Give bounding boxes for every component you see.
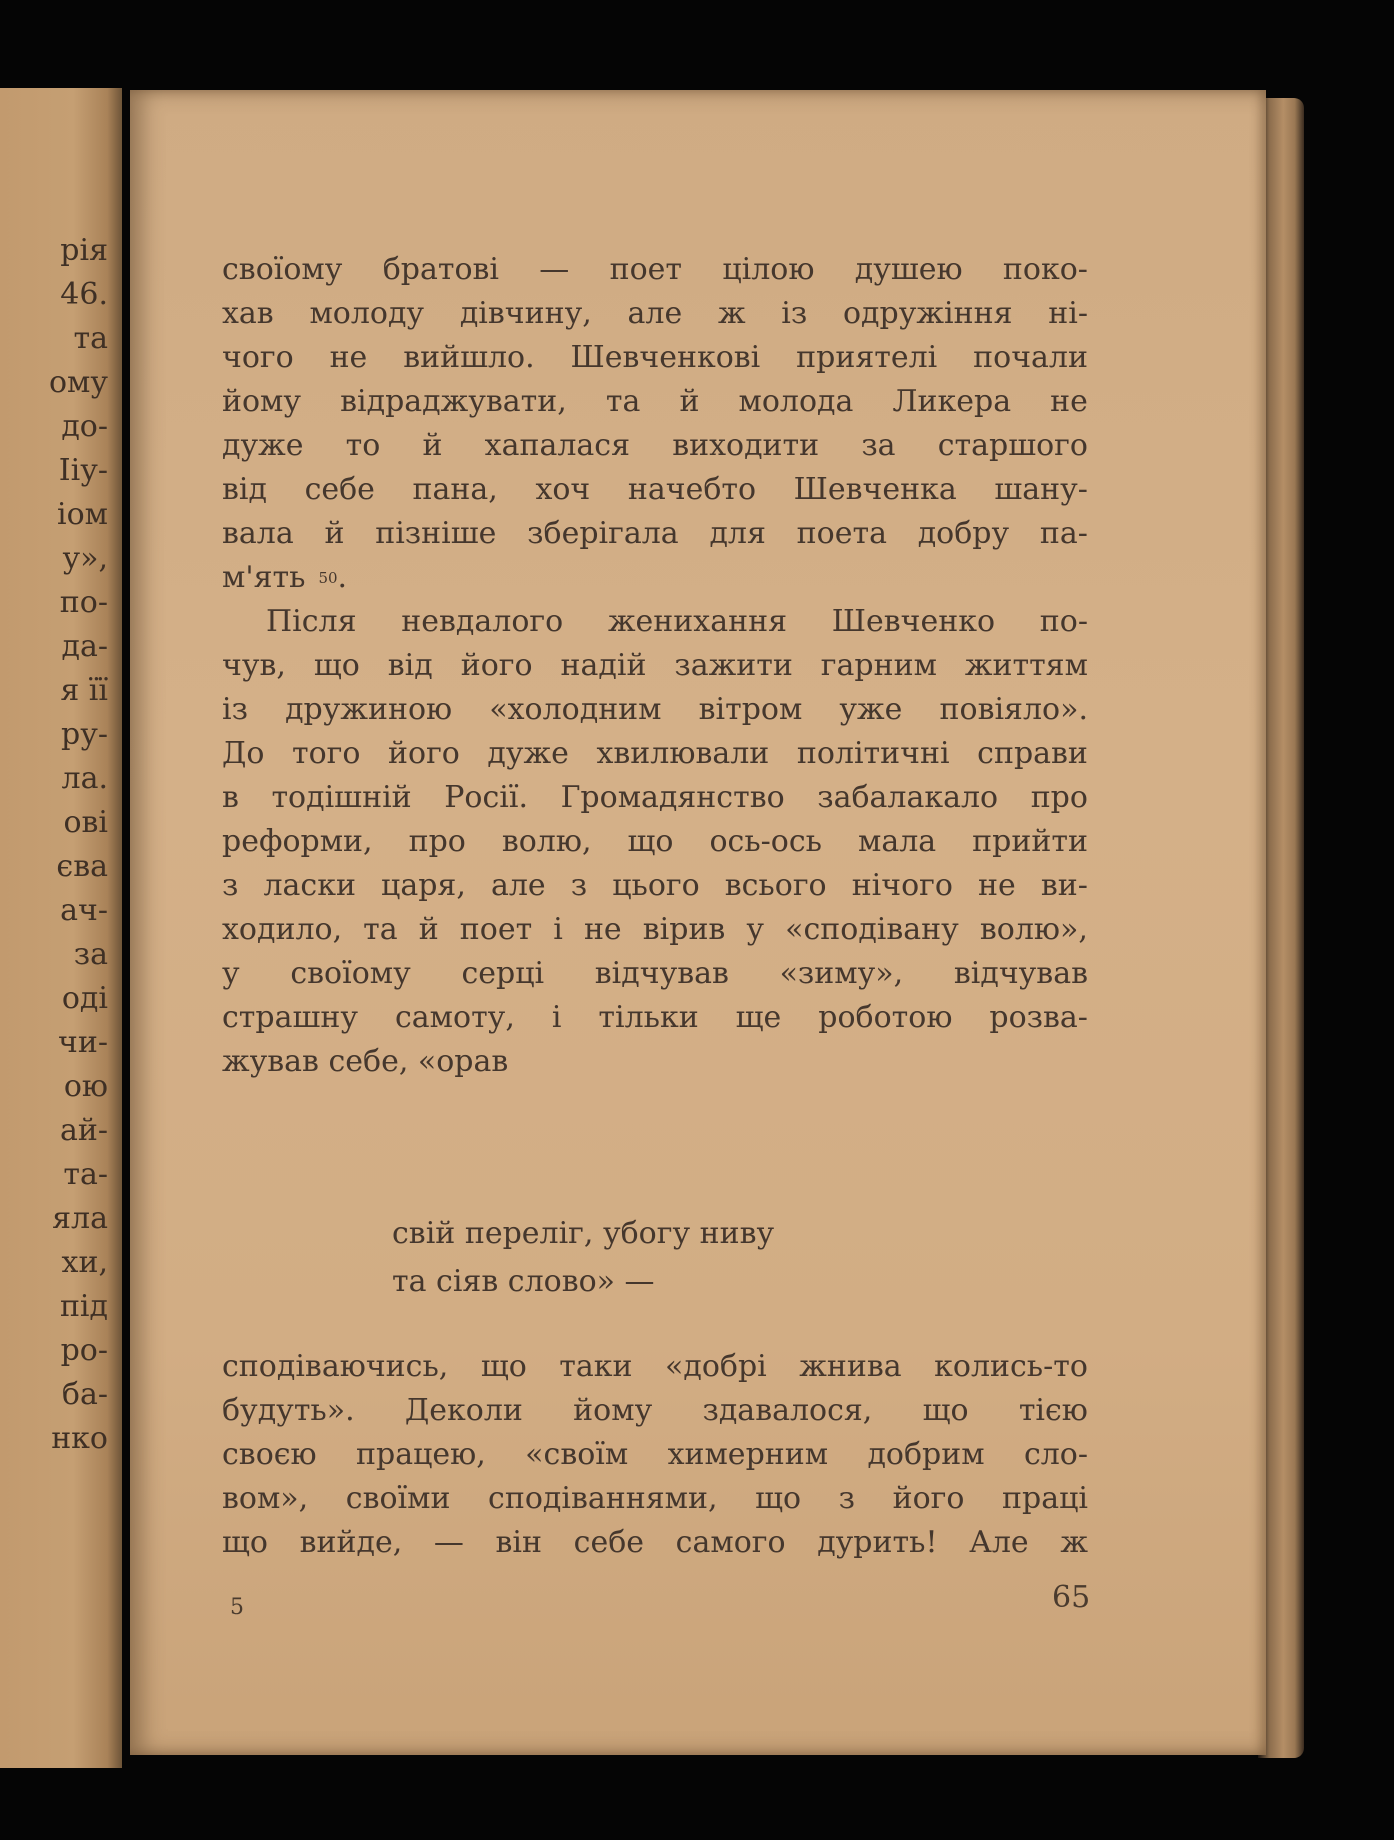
footnote-reference: 50 — [318, 569, 338, 587]
word: й — [422, 428, 443, 463]
left-page-text-fragment: Ііу- — [58, 453, 108, 488]
word: що — [627, 824, 674, 859]
left-page-text-fragment: нко — [51, 1421, 108, 1456]
word: чого — [222, 340, 294, 375]
word: дівчину, — [459, 296, 592, 331]
word: шану- — [994, 472, 1088, 507]
page-number: 65 — [1052, 1580, 1091, 1615]
word: дуже — [487, 736, 569, 771]
word: хоч — [535, 472, 591, 507]
word: братові — [382, 252, 499, 287]
word: Ликера — [892, 384, 1012, 419]
paragraph-1-final-punct: . — [337, 560, 348, 595]
word: здавалося, — [702, 1393, 873, 1428]
word: До — [222, 736, 265, 771]
word: ні- — [1048, 296, 1088, 331]
word: — — [433, 1525, 464, 1560]
word: і — [551, 1000, 562, 1035]
word: ви- — [1040, 868, 1088, 903]
verse-quote — [392, 1210, 774, 1306]
word: па- — [1039, 516, 1088, 551]
word: працею, — [356, 1437, 486, 1472]
word: відчував — [953, 956, 1088, 991]
word: та — [605, 384, 641, 419]
paragraph-3 — [222, 1345, 1088, 1565]
word: з — [570, 868, 588, 903]
left-page-edge — [0, 88, 122, 1768]
text-line — [222, 644, 1088, 688]
word: тією — [1018, 1393, 1088, 1428]
text-line — [222, 864, 1088, 908]
word: Але — [969, 1525, 1029, 1560]
word: ж — [717, 296, 746, 331]
word: гарним — [820, 648, 937, 683]
word: жнива — [799, 1349, 902, 1384]
word: Шевченка — [793, 472, 957, 507]
word: його — [388, 736, 460, 771]
word: чув, — [222, 648, 286, 683]
word: ласки — [263, 868, 356, 903]
word: «своїм — [525, 1437, 629, 1472]
word: надій — [560, 648, 647, 683]
word: хапалася — [484, 428, 631, 463]
left-page-text-fragment: ай- — [59, 1113, 108, 1148]
word: вірив — [642, 912, 726, 947]
left-page-text-fragment: по- — [59, 585, 108, 620]
text-line — [222, 1433, 1088, 1477]
text-line — [222, 468, 1088, 512]
text-line — [222, 1389, 1088, 1433]
text-line — [222, 1040, 1088, 1084]
word: йому — [573, 1393, 653, 1428]
word: пізніше — [375, 516, 497, 551]
word: — — [539, 252, 570, 287]
word: царя, — [381, 868, 466, 903]
word: він — [495, 1525, 543, 1560]
text-line — [222, 424, 1088, 468]
word: «холодним — [489, 692, 662, 727]
word: «сподівану — [785, 912, 959, 947]
word: із — [222, 692, 248, 727]
text-line — [222, 600, 1088, 644]
word: тодішній — [271, 780, 412, 815]
left-page-text-fragment: у», — [62, 541, 108, 576]
text-line — [222, 688, 1088, 732]
word: праці — [1002, 1481, 1088, 1516]
word: у — [746, 912, 765, 947]
paragraph-2 — [222, 600, 1088, 1040]
word: повіяло». — [939, 692, 1088, 727]
word: що — [480, 1349, 527, 1384]
book-page — [130, 90, 1266, 1755]
word: серці — [461, 956, 545, 991]
text-line — [222, 556, 1088, 600]
word: але — [627, 296, 683, 331]
word: тільки — [598, 1000, 699, 1035]
word: йому — [222, 384, 302, 419]
left-page-text-fragment: да- — [61, 629, 108, 664]
word: про — [1030, 780, 1088, 815]
word: від — [222, 472, 267, 507]
word: за — [861, 428, 896, 463]
word: женихання — [607, 604, 788, 639]
word: розва- — [989, 1000, 1088, 1035]
word: будуть». — [222, 1393, 355, 1428]
word: й — [679, 384, 700, 419]
word: не — [329, 340, 368, 375]
word: що — [755, 1481, 802, 1516]
text-line — [222, 776, 1088, 820]
text-line — [222, 248, 1088, 292]
word: самоту, — [394, 1000, 515, 1035]
word: себе — [573, 1525, 645, 1560]
text-line — [222, 1521, 1088, 1565]
left-page-text-fragment: ла. — [61, 761, 108, 796]
left-page-text-fragment: 46. — [60, 277, 108, 312]
word: «добрі — [665, 1349, 767, 1384]
word: своїому — [222, 252, 343, 287]
word: своєю — [222, 1437, 317, 1472]
text-line — [222, 512, 1088, 556]
text-block-lower — [222, 1345, 1088, 1565]
word: справи — [977, 736, 1088, 771]
left-page-text-fragment: єва — [56, 849, 108, 884]
left-page-text-fragment: та — [73, 321, 108, 356]
word: страшну — [222, 1000, 359, 1035]
signature-mark: 5 — [230, 1595, 244, 1620]
word: з — [838, 1481, 855, 1516]
word: того — [292, 736, 361, 771]
left-page-text-fragment: та- — [63, 1157, 108, 1192]
text-line — [222, 996, 1088, 1040]
word: та — [363, 912, 398, 947]
paragraph-1 — [222, 248, 1088, 556]
word: по- — [1039, 604, 1088, 639]
word: Росії. — [444, 780, 528, 815]
word: з — [222, 868, 239, 903]
left-page-text-fragment: до- — [61, 409, 108, 444]
word: забалакало — [817, 780, 999, 815]
text-line — [222, 380, 1088, 424]
text-line — [222, 908, 1088, 952]
word: і — [553, 912, 563, 947]
word: волю, — [501, 824, 592, 859]
word: начебто — [627, 472, 757, 507]
word: від — [387, 648, 433, 683]
word: зберігала — [527, 516, 679, 551]
left-page-text-fragment: чи- — [58, 1025, 108, 1060]
word: уже — [839, 692, 903, 727]
word: молоду — [309, 296, 425, 331]
text-line — [222, 1477, 1088, 1521]
left-page-text-fragment: ою — [63, 1069, 108, 1104]
word: й — [418, 912, 439, 947]
word: таки — [559, 1349, 633, 1384]
word: хвилювали — [596, 736, 770, 771]
word: вітром — [698, 692, 803, 727]
word: зажити — [674, 648, 793, 683]
word: із — [781, 296, 808, 331]
left-page-text-fragment: рія — [60, 233, 108, 268]
word: виходити — [672, 428, 820, 463]
left-page-text-fragment: оді — [61, 981, 108, 1016]
word: всього — [724, 868, 827, 903]
word: не — [1050, 384, 1088, 419]
text-block-upper — [222, 248, 1088, 1084]
word: старшого — [937, 428, 1088, 463]
left-page-text-fragment: я її — [60, 673, 108, 708]
word: цілою — [722, 252, 815, 287]
word: Після — [266, 604, 357, 639]
left-page-text-fragment: ру- — [61, 717, 108, 752]
word: вом», — [222, 1481, 309, 1516]
word: що — [222, 1525, 268, 1560]
word: відчував — [594, 956, 729, 991]
word: про — [408, 824, 466, 859]
word: в — [222, 780, 239, 815]
word: добру — [917, 516, 1010, 551]
word: його — [892, 1481, 965, 1516]
word: відраджувати, — [340, 384, 567, 419]
word: Деколи — [404, 1393, 523, 1428]
text-line — [222, 952, 1088, 996]
word: поет — [459, 912, 533, 947]
word: своїому — [290, 956, 411, 991]
word: ж — [1060, 1525, 1088, 1560]
left-page-text-fragment: ба- — [61, 1377, 108, 1412]
word: ось-ось — [709, 824, 822, 859]
word: почали — [973, 340, 1088, 375]
text-line — [222, 336, 1088, 380]
text-line — [222, 1345, 1088, 1389]
word: не — [978, 868, 1016, 903]
word: вийде, — [299, 1525, 403, 1560]
word: вийшло. — [403, 340, 535, 375]
verse-line: свій переліг, убогу ниву — [392, 1216, 775, 1251]
word: хав — [222, 296, 274, 331]
left-page-text-fragment: ро- — [60, 1333, 108, 1368]
word: пана, — [412, 472, 498, 507]
word: цього — [612, 868, 700, 903]
word: поет — [609, 252, 683, 287]
word: роботою — [818, 1000, 953, 1035]
word: колись-то — [934, 1349, 1088, 1384]
word: мала — [858, 824, 937, 859]
word: добрим — [867, 1437, 985, 1472]
left-page-text-fragment: хи, — [61, 1245, 108, 1280]
left-page-text-fragment: ому — [48, 365, 108, 400]
left-page-text-fragment: ач- — [60, 893, 108, 928]
word: химерним — [667, 1437, 829, 1472]
word: молода — [738, 384, 854, 419]
word: поко- — [1002, 252, 1088, 287]
word: поета — [796, 516, 887, 551]
word: дурить! — [817, 1525, 938, 1560]
text-line — [222, 820, 1088, 864]
word: сподіваннями, — [488, 1481, 718, 1516]
word: «зиму», — [779, 956, 904, 991]
left-page-text-fragment: іом — [57, 497, 108, 532]
paragraph-1-last-word: м'ять — [222, 560, 306, 595]
word: самого — [675, 1525, 786, 1560]
word: душею — [854, 252, 963, 287]
word: що — [313, 648, 360, 683]
word: сподіваючись, — [222, 1349, 449, 1384]
word: волю», — [979, 912, 1088, 947]
word: й — [324, 516, 345, 551]
word: нічого — [851, 868, 953, 903]
word: одружіння — [843, 296, 1013, 331]
paragraph-2-last-line: жував себе, «орав — [222, 1044, 509, 1079]
word: дружиною — [285, 692, 453, 727]
word: приятелі — [796, 340, 938, 375]
word: що — [922, 1393, 969, 1428]
word: життям — [964, 648, 1088, 683]
left-page-text-fragment: яла — [52, 1201, 108, 1236]
text-line — [222, 292, 1088, 336]
word: вала — [222, 516, 294, 551]
word: реформи, — [222, 824, 373, 859]
word: але — [490, 868, 546, 903]
word: невдалого — [401, 604, 564, 639]
word: прийти — [972, 824, 1088, 859]
word: для — [709, 516, 766, 551]
word: його — [460, 648, 533, 683]
word: сло- — [1023, 1437, 1088, 1472]
word: Шевченко — [831, 604, 996, 639]
word: Громадянство — [560, 780, 785, 815]
word: то — [345, 428, 381, 463]
word: політичні — [796, 736, 950, 771]
left-page-text-fragment: ові — [63, 805, 108, 840]
word: ходило, — [222, 912, 343, 947]
left-page-text-fragment: під — [59, 1289, 108, 1324]
text-line — [222, 732, 1088, 776]
verse-line: та сіяв слово» — — [392, 1264, 655, 1299]
word: ще — [735, 1000, 782, 1035]
left-page-text-fragment: за — [73, 937, 108, 972]
word: у — [222, 956, 240, 991]
word: своїми — [345, 1481, 451, 1516]
word: не — [583, 912, 622, 947]
word: Шевченкові — [570, 340, 761, 375]
word: себе — [304, 472, 375, 507]
word: дуже — [222, 428, 304, 463]
